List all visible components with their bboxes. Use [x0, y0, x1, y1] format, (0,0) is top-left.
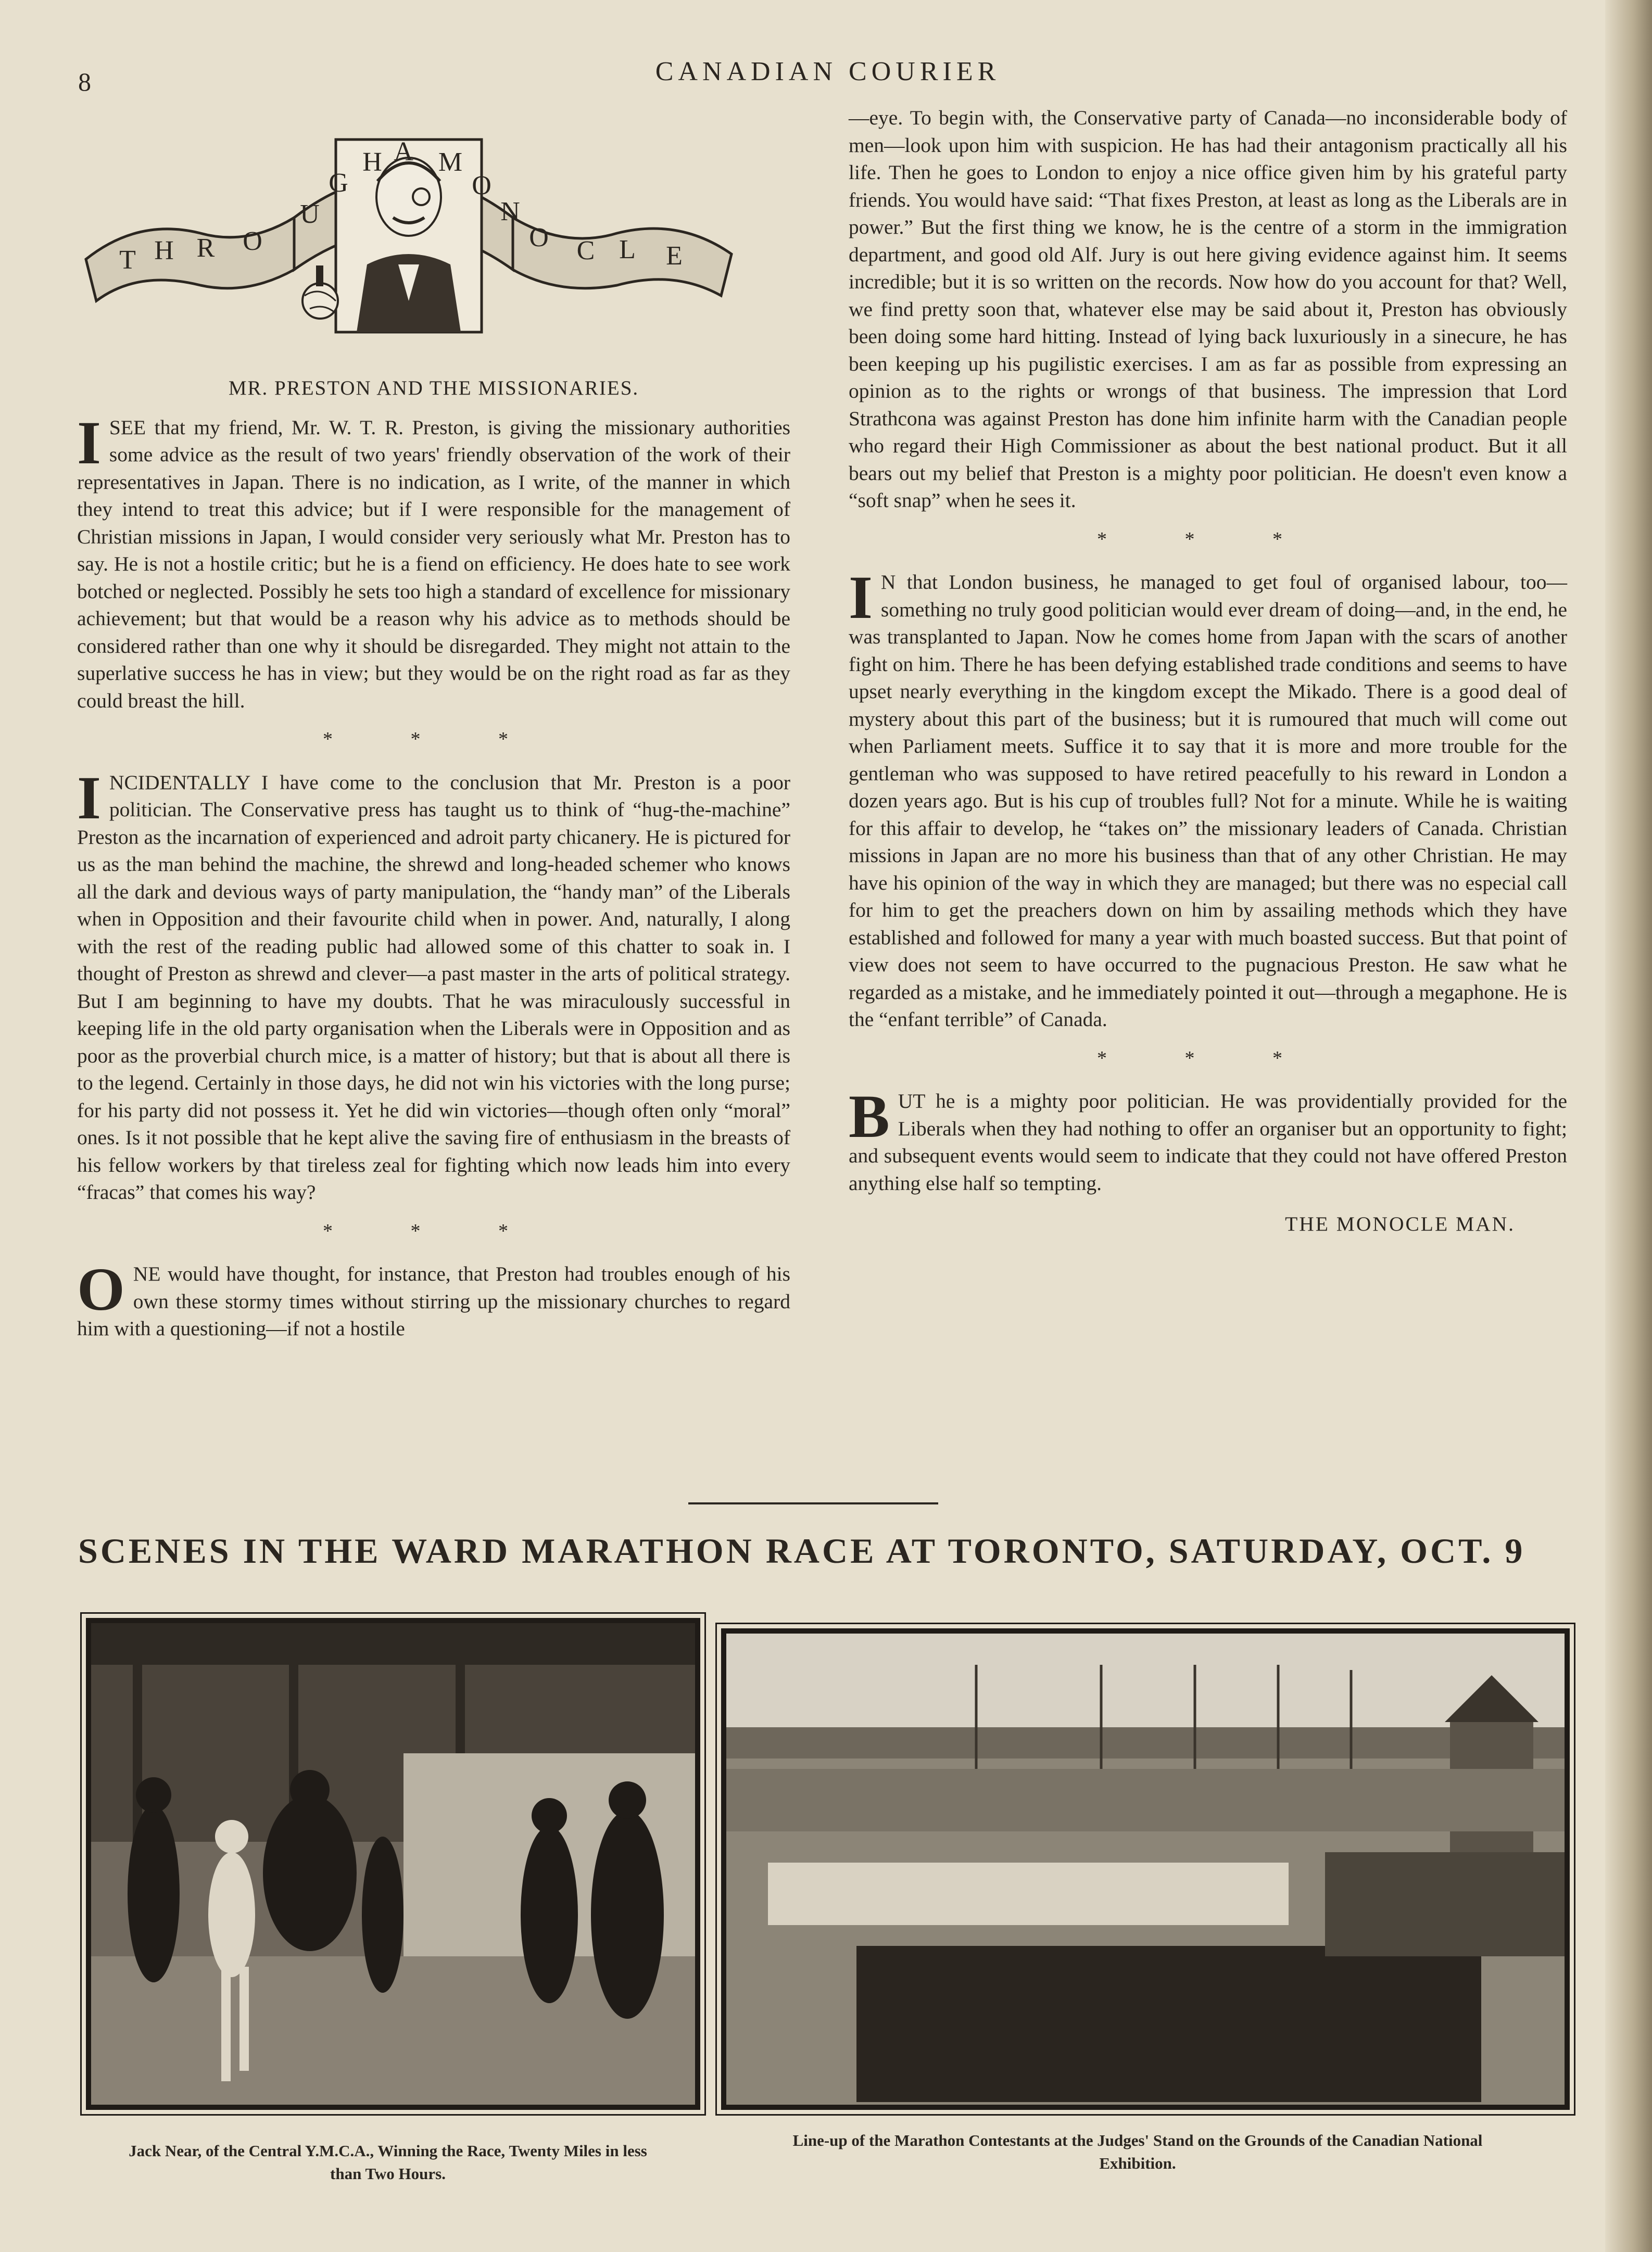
banner-letter: E: [666, 241, 683, 271]
article-title: MR. PRESTON AND THE MISSIONARIES.: [228, 377, 639, 399]
section-divider: [688, 1502, 938, 1504]
banner-letter: O: [243, 226, 262, 256]
drop-cap: I: [77, 763, 101, 832]
paragraph-text: —eye. To begin with, the Conservative party of Canada—no inconsiderable body of men—look upon him with suspicion. He has had their antagonism practically all his life. Then he goes to London to enjoy a nice office given him by his grateful party friends. You would have said: “That fixes Preston, at least as long as the Liberals are in power.” But the first thing we know, he is the centre of a storm in the immigration department, and good old Alf. Jury is out here giving evidence against him. It seems incredible; but it is so written on the records. Now how do you account for that? Well, we find pretty soon that, whatever else may be said about it, Preston has obviously been doing some hard hitting. Instead of lying back luxuriously in a sinecure, he has been keeping up his pugilistic exercises. I am as far as possible from expressing an opinion as to the rights or wrongs of that business. The impression that Lord Strathcona was against Preston has done him infinite harm with the Canadian people who regard their High Commissioner as about the best national product. But it all bears out my belief that Preston is a mighty poor politician. He doesn't even know a “soft snap” when he sees it.: [849, 106, 1567, 512]
article-paragraph: [77, 408, 790, 715]
banner-letter: A: [394, 137, 413, 167]
photo-caption-right: Line-up of the Marathon Contestants at the Judges' Stand on the Grounds of the Canadian National Exhibition.: [792, 2131, 1483, 2172]
monocle-banner-illustration: [75, 129, 742, 348]
photo-caption-left: Jack Near, of the Central Y.M.C.A., Winning the Race, Twenty Miles in less than Two Hours.: [129, 2142, 647, 2183]
banner-letter: T: [119, 245, 136, 275]
paragraph-text: NE would have thought, for instance, that Preston had troubles enough of his own these stormy times without stirring up the missionary churches to regard him with a questioning—if not a hostile: [77, 1262, 790, 1340]
page-number: 8: [78, 67, 91, 96]
banner-letter: O: [529, 223, 549, 252]
drop-cap: I: [849, 563, 873, 631]
paragraph-text: SEE that my friend, Mr. W. T. R. Preston, is giving the missionary authorities some advice as the result of two years' friendly observation of the work of their representatives in Japan. There is no indication, as I write, of the manner in which they intend to treat this advice; but if I were responsible for the management of Christian missions in Japan, I would consider very seriously what Mr. Preston has to say. He is not a hostile critic; but he is a fiend on efficiency. He does hate to see work botched or neglected. Possibly he sets too high a standard of excellence for missionary achievement; but that would be a reason why his advice as to methods should be considered rather than one why it should be disregarded. They might not attain to the superlative success he has in view; but they would be on the right road as far as they could breast the hill.: [77, 415, 790, 712]
banner-letter: G: [329, 168, 348, 198]
banner-letter: M: [438, 147, 463, 177]
photo-race-finish: [86, 1618, 700, 2110]
author-signature: THE MONOCLE MAN.: [1285, 1212, 1515, 1235]
article-paragraph: [849, 563, 1567, 1033]
banner-letter: C: [576, 236, 595, 265]
drop-cap: I: [77, 408, 101, 477]
article-paragraph: [849, 1082, 1567, 1197]
article-right-column: [849, 104, 1567, 1238]
banner-letter: L: [619, 235, 636, 264]
section-separator: * * *: [1097, 1047, 1319, 1069]
article-paragraph: [77, 763, 790, 1206]
banner-letter: O: [472, 171, 491, 200]
paragraph-text: NCIDENTALLY I have come to the conclusion that Mr. Preston is a poor politician. The Conservative press has taught us to think of “hug-the-machine” Preston as the incarnation of experienced and adroit party chicanery. He is pictured for us as the man behind the machine, the shrewd and long-headed schemer who knows all the dark and devious ways of party manipulation, the “handy man” of the Liberals when in Opposition and their favourite child when in power. And, naturally, I along with the rest of the reading public had allowed some of this chatter to soak in. I thought of Preston as shrewd and clever—a past master in the arts of political strategy. But I am beginning to have my doubts. That he was miraculously successful in keeping life in the old party organisation when the Liberals were in Opposition and as poor as the proverbial church mice, is a matter of history; but that is about all there is to the legend. Certainly in those days, he did not win his victories with the long purse; for his party did not possess it. Yet he did win victories—though often only “moral” ones. Is it not possible that he kept alive the saving fire of enthusiasm in the breasts of his fellow workers by that tireless zeal for fighting which now leads him into every “fracas” that comes his way?: [77, 770, 790, 1204]
drop-cap: B: [849, 1082, 890, 1150]
banner-letter: U: [300, 199, 320, 229]
section-separator: * * *: [1097, 528, 1319, 550]
section-separator: * * *: [323, 728, 545, 750]
photo-feature-title: SCENES IN THE WARD MARATHON RACE AT TORONTO, SATURDAY, OCT. 9: [78, 1531, 1525, 1571]
article-paragraph: [849, 104, 1567, 514]
banner-letter: N: [500, 197, 520, 226]
page-edge: [1605, 0, 1652, 2252]
banner-letter: R: [196, 233, 215, 263]
paragraph-text: UT he is a mighty poor politician. He was providentially provided for the Liberals when they had nothing to offer an organiser but an opportunity to fight; and subsequent events would seem to indicate that they could not have offered Preston anything else half so tempting.: [849, 1090, 1567, 1195]
photo-marathon-lineup: [721, 1628, 1570, 2110]
banner-letter: H: [362, 147, 382, 177]
drop-cap: O: [77, 1255, 125, 1323]
paragraph-text: N that London business, he managed to get foul of organised labour, too—something no truly good politician would ever dream of doing—and, in the end, he was transplanted to Japan. Now he comes home from Japan with the scars of another fight on him. There he has been defying established trade conditions and seems to have upset nearly everything in the kingdom except the Mikado. There is a good deal of mystery about this part of the business; but it is rumoured that much will come out when Parliament meets. Suffice it to say that it is more and more trouble for the gentleman who was supposed to have retired peacefully to his reward in London a dozen years ago. But is his cup of troubles full? Not for a minute. While he is waiting for this affair to develop, he “takes on” the missionary leaders of Canada. Christian missions in Japan are no more his business than that of any other Christian. He may have his opinion of the way in which they are managed; but there was no especial call for him to get the preachers down on him by assailing methods which they have established and followed for many a year with much boasted success. But that point of view does not seem to have occurred to the pugnacious Preston. He saw what he regarded as a mistake, and he immediately pointed it out—through a megaphone. He is the “enfant terrible” of Canada.: [849, 571, 1567, 1031]
section-separator: * * *: [323, 1220, 545, 1242]
publication-title: CANADIAN COURIER: [655, 57, 1001, 86]
article-left-column: [77, 375, 790, 1343]
article-paragraph: [77, 1255, 790, 1343]
banner-letter: H: [154, 236, 174, 265]
